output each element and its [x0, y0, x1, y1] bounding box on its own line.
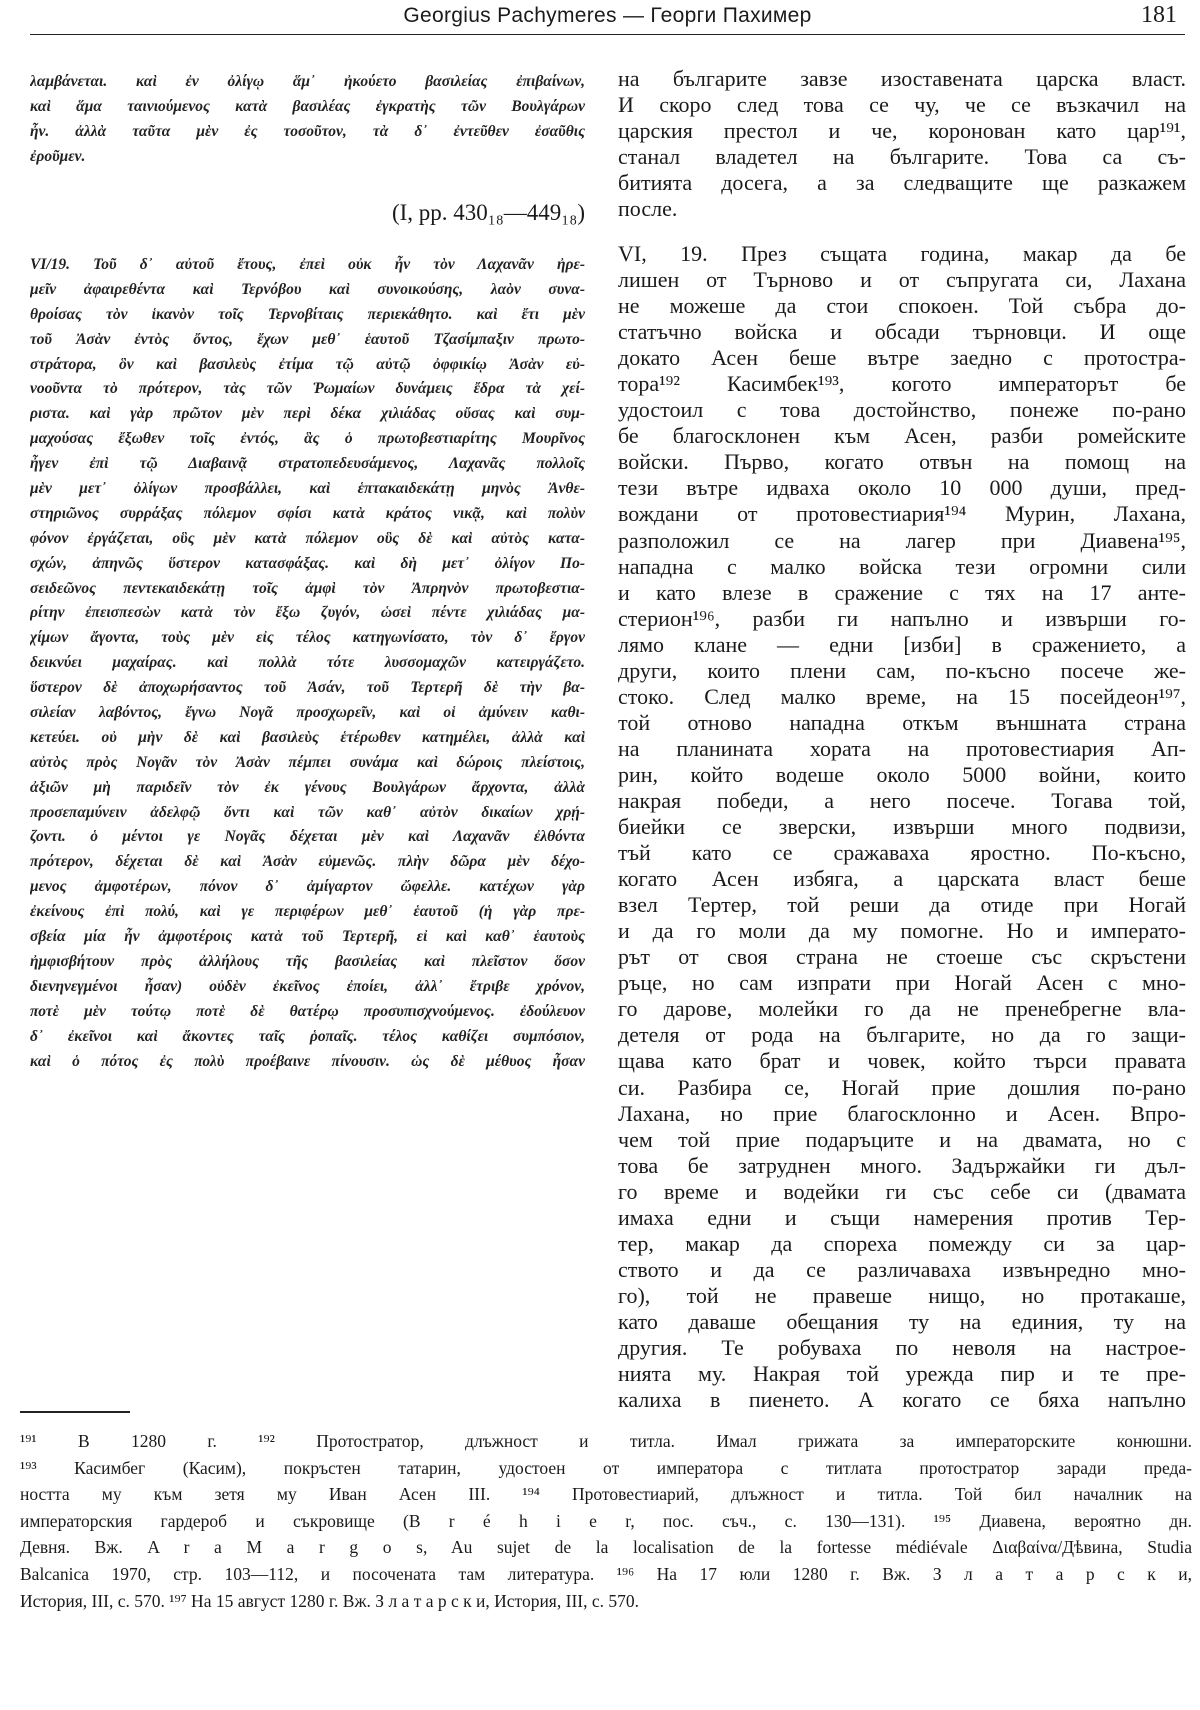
greek-text-block-2	[30, 253, 585, 1074]
text-line: той отново нападна откъм външната страна	[618, 709, 1186, 735]
text-line: ¹⁹³ Касимбег (Касим), покръстен татарин, удостоен от императора с титлата протостратор заради преда-	[20, 1457, 1192, 1478]
text-line: лямо клане — едни [изби] в сражението, а	[618, 631, 1186, 657]
page-number: 181	[1141, 2, 1177, 28]
running-header	[30, 0, 1185, 35]
text-line: детеля от рода на българите, но да го защи-	[618, 1022, 1186, 1048]
footnotes	[20, 1428, 1192, 1614]
text-line: ръце, но сам изпрати при Ногай Асен с мно-	[618, 970, 1186, 996]
text-line: μενος ἀμφοτέρων, πόνον δ᾿ ἀμίγαρτον ὤφελλε. κατέχων γὰρ	[30, 878, 585, 896]
text-line: διενηνεγμένοι ἦσαν) οὐδὲν ἐκεῖνος ἐποίει, ἀλλ᾿ ἔτριβε χρόνον,	[30, 977, 585, 995]
text-line: ἐροῦμεν.	[30, 147, 86, 165]
text-line: ζοντι. ὁ μέντοι γε Νογᾶς δέχεται μὲν καὶ Λαχανᾶν ἐλθόντα	[30, 828, 585, 846]
text-line: разположил се на лагер при Диавена¹⁹⁵,	[618, 527, 1186, 553]
text-line: ρίτην ἐπεισπεσὼν κατὰ τὸν ἔξω ζυγόν, ὡσεὶ πέντε χιλιάδας μα-	[30, 604, 585, 622]
text-line: Лахана, но прие благосклонно и Асен. Впро-	[618, 1100, 1186, 1126]
text-line: φόνον ἐργάζεται, οὓς μὲν κατὰ πόλεμον οὓς δὲ καὶ αὐτὸς κατα-	[30, 529, 585, 547]
text-line: тъй като се сражаваха яростно. По-късно,	[618, 840, 1186, 866]
text-line: μαχούσας ἔξωθεν τοῖς ἐντός, ἃς ὁ πρωτοβεστιαρίτης Μουρῖνος	[30, 430, 585, 448]
text-line: на планината хората на протовестиария Ап-	[618, 735, 1186, 761]
text-line: битията досега, а за следващите ще разкажем	[618, 170, 1186, 196]
text-line: θροίσας τὸν ἱκανὸν τοῖς Τερνοβίταις περιεκάθητο. καὶ ἔτι μὲν	[30, 305, 585, 323]
text-line: ἠμφισβήτουν πρὸς ἀλλήλους τῆς βασιλείας καὶ πλεῖστον ὅσον	[30, 952, 585, 970]
text-line: И скоро след това се чу, че се възкачил на	[618, 92, 1186, 118]
text-line: κετεύει. οὐ μὴν δὲ καὶ βασιλεὺς ἑτέρωθεν κατημέλει, ἀλλὰ καὶ	[30, 728, 585, 746]
running-title: Georgius Pachymeres — Георги Пахимер	[403, 4, 812, 27]
text-line: μεῖν ἀφαιρεθέντα καὶ Τερνόβου καὶ συνοικούσης, λαὸν συνα-	[30, 280, 585, 298]
text-line: Девня. Вж. A r a M a r g o s, Au sujet de la localisation de la fortesse médiévale Διαβαίνα/Дѣвина, Studia	[20, 1537, 1192, 1558]
text-line: станал владетел на българите. Това са съ-	[618, 144, 1186, 170]
text-line: накрая победи, а него посече. Тогава той,	[618, 787, 1186, 813]
text-line: λαμβάνεται. καὶ ἐν ὀλίγῳ ἅμ᾿ ἠκούετο βασιλείας ἐπιβαίνων,	[30, 73, 585, 90]
text-line: ἀξιῶν μὴ παριδεῖν τὸν ἐκ γένους Βουλγάρων ἄρχοντα, ἀλλὰ	[30, 778, 585, 796]
text-line: после.	[618, 196, 678, 222]
text-line: χίμων ἄγοντα, τοὺς μὲν εἰς τέλος κατηγωνίσατο, τὸν δ᾿ ἔργον	[30, 629, 585, 647]
text-line: αὐτὸς πρὸς Νογᾶν τὸν Ἀσὰν πέμπει συνάμα καὶ δώροις πλείστοις,	[30, 753, 585, 771]
text-line: μὲν μετ᾿ ὀλίγων προσβάλλει, καὶ ἑπτακαιδεκάτῃ μηνὸς Ἀνθε-	[30, 480, 585, 498]
text-line: тора¹⁹² Касимбек¹⁹³, когото императорът бе	[618, 371, 1186, 397]
text-line: νοοῦντα τὸ πρότερον, τὰς τῶν Ῥωμαίων δυνάμεις ἔδρα τὰ χεί-	[30, 380, 585, 398]
text-line: си. Разбира се, Ногай прие дошлия по-рано	[618, 1074, 1186, 1100]
text-line: биейки се зверски, извърши много подвизи,	[618, 814, 1186, 840]
text-line: взел Тертер, той реши да отиде при Ногай	[618, 892, 1186, 918]
text-line: Balcanica 1970, стр. 103—112, и посочената там литература. ¹⁹⁶ На 17 юли 1280 г. Вж. З л а т а р с к и,	[20, 1563, 1192, 1584]
text-line: войски. Първо, когато отвън на помощ на	[618, 449, 1186, 475]
text-line: καὶ ἅμα ταινιούμενος κατὰ βασιλέας ἐγκρατὴς τῶν Βουλγάρων	[30, 97, 585, 115]
text-line: и да го моли да му помогне. Но и императо-	[618, 918, 1186, 944]
text-line: чем той прие подаръците и на двамата, но с	[618, 1126, 1186, 1152]
text-line: ποτὲ μὲν τούτῳ ποτὲ δὲ θατέρῳ προσυπισχνούμενος. ἐδούλευον	[30, 1002, 585, 1020]
text-line: δ᾿ ἐκεῖνοι καὶ ἄκοντες ταῖς ῥοπαῖς. τέλος καθίζει συμπόσιον,	[30, 1027, 585, 1045]
greek-text-block-1	[30, 70, 585, 170]
text-line: προσεπαμύνειν ἀδελφῷ ὄντι καὶ τῶν καθ᾿ αὐτὸν δικαίων χρῄ-	[30, 803, 585, 821]
text-line: σχών, ἀπηνῶς ὕστερον κατασφάξας. καὶ δὴ μετ᾿ ὀλίγον Πο-	[30, 554, 585, 572]
text-line: лишен от Търново и от съпругата си, Лахана	[618, 267, 1186, 293]
text-line: докато Асен беше вътре заедно с протостра-	[618, 345, 1186, 371]
text-line: статъчно войска и обсади търновци. И още	[618, 319, 1186, 345]
text-line: τοῦ Ἀσὰν ἐντὸς ὄντος, ἔχων μεθ᾿ ἑαυτοῦ Τζασίμπαξιν πρωτο-	[30, 330, 585, 348]
bulgarian-text-block-1	[618, 66, 1186, 222]
text-line: царския престол и че, коронован като цар¹⁹¹,	[618, 118, 1186, 144]
text-line: го време и водейки ги със себе си (двамата	[618, 1178, 1186, 1204]
text-line: ¹⁹¹ В 1280 г. ¹⁹² Протостратор, длъжност и титла. Имал грижата за императорските конюшни.	[20, 1431, 1192, 1451]
text-line: σιλείαν λαβόντος, ἔγνω Νογᾶ προσχωρεῖν, καὶ οἱ ἀμύνειν καθι-	[30, 704, 585, 722]
text-line: нападна с малко войска тези огромни сили	[618, 553, 1186, 579]
text-line: ὕστερον δὲ ἀποχωρήσαντος τοῦ Ἀσάν, τοῦ Τερτερῆ δὲ τὴν βα-	[30, 679, 585, 697]
text-line: рът от своя страна не стоеше със скръстени	[618, 944, 1186, 970]
text-line: не можеше да стои спокоен. Той събра до-	[618, 293, 1186, 319]
text-line: История, III, с. 570. ¹⁹⁷ На 15 август 1280 г. Вж. З л а т а р с к и, История, III, с. 570.	[20, 1590, 639, 1611]
text-line: стоко. След малко време, на 15 посейдеон¹⁹⁷,	[618, 683, 1186, 709]
text-line: σβεία μία ἦν ἀμφοτέροις κατὰ τοῦ Τερτερῆ, εἰ καὶ καθ᾿ ἑαυτοὺς	[30, 928, 585, 946]
text-line: и като влезе в сражение с тях на 17 анте-	[618, 579, 1186, 605]
text-line: ността му към зетя му Иван Асен III. ¹⁹⁴ Протовестиарий, длъжност и титла. Той бил началник на	[20, 1484, 1192, 1505]
bulgarian-text-block-2	[618, 241, 1186, 1413]
text-line: ἦν. ἀλλὰ ταῦτα μὲν ἐς τοσοῦτον, τὰ δ᾿ ἐντεῦθεν ἐσαῦθις	[30, 122, 585, 140]
text-line: го), той не правеше нищо, но протакаше,	[618, 1282, 1186, 1308]
text-line: стерион¹⁹⁶, разби ги напълно и извърши го-	[618, 605, 1186, 631]
text-line: VI/19. Τοῦ δ᾿ αὐτοῦ ἔτους, ἐπεὶ οὐκ ἦν τὸν Λαχανᾶν ἠρε-	[30, 256, 585, 273]
text-line: καὶ ὁ πότος ἐς πολὺ προέβαινε πίνουσιν. ὡς δὲ μέθυος ἦσαν	[30, 1052, 585, 1070]
text-line: ἦγεν ἐπὶ τῷ Διαβαινᾷ στρατοπεδευσάμενος, Λαχανᾶς πολλοῖς	[30, 455, 585, 473]
text-line: στράτορα, ὃν καὶ βασιλεὺς ἐτίμα τῷ αὐτῷ ὀφφικίῳ Ἀσὰν εὐ-	[30, 355, 585, 373]
text-line: тер, макар да спореха помежду си за цар-	[618, 1230, 1186, 1256]
source-citation: (I, pp. 430₁₈—449₁₈)	[391, 200, 585, 225]
text-line: на българите завзе изоставената царска власт.	[618, 66, 1186, 91]
text-line: ριστα. καὶ γὰρ πρῶτον μὲν περὶ δέκα χιλιάδας οὔσας καὶ συμ-	[30, 405, 585, 423]
text-line: ството и да се различаваха извънредно мно-	[618, 1256, 1186, 1282]
text-line: го дарове, молейки го да не пренебрегне вла-	[618, 996, 1186, 1022]
text-line: калиха в пиенето. А когато се бяха напълно	[618, 1387, 1186, 1413]
text-line: бе благосклонен към Асен, разби ромейските	[618, 423, 1186, 449]
text-line: когато Асен избяга, а царската власт беше	[618, 866, 1186, 892]
text-line: πρότερον, δέχεται δὲ καὶ Ἀσὰν εὐμενῶς. πλὴν δῶρα μὲν δέχο-	[30, 853, 585, 871]
text-line: като даваше обещания ту на единия, ту на	[618, 1308, 1186, 1334]
text-line: σειδεῶνος πεντεκαιδεκάτῃ τοῖς ἀμφὶ τὸν Ἀπρηνὸν πρωτοβεστια-	[30, 579, 585, 597]
text-line: тези вътре идваха около 10 000 души, пред-	[618, 475, 1186, 501]
text-line: императорския гардероб и съкровище (B r é h i e r, пос. съч., с. 130—131). ¹⁹⁵ Диавена, вероятно дн.	[20, 1510, 1192, 1531]
text-line: имаха едни и същи намерения против Тер-	[618, 1204, 1186, 1230]
text-line: други, които плени сам, по-късно посече же-	[618, 657, 1186, 683]
text-line: щава като брат и човек, който търси правата	[618, 1048, 1186, 1074]
text-line: удостоил с това достойнство, понеже по-рано	[618, 397, 1186, 423]
text-line: δεικνύει μαχαίρας. καὶ πολλὰ τότε λυσσομαχῶν κατειργάζετο.	[30, 654, 585, 672]
text-line: στηριῶνος συρράξας πόλεμον σφίσι κατὰ κράτος νικᾷ, καὶ πολὺν	[30, 504, 585, 522]
text-line: ἐκείνους ἐπὶ πολύ, καὶ γε περιφέρων μεθ᾿ ἑαυτοῦ (ἡ γὰρ πρε-	[30, 903, 585, 921]
text-line: рин, който водеше около 5000 войни, които	[618, 761, 1186, 787]
text-line: това бе затруднен много. Задържайки ги дъл-	[618, 1152, 1186, 1178]
footnote-divider	[20, 1411, 130, 1413]
text-line: другия. Те робуваха по неволя на настрое-	[618, 1334, 1186, 1360]
text-line: VI, 19. През същата година, макар да бе	[618, 241, 1186, 266]
text-line: нията му. Накрая той урежда пир и те пре-	[618, 1361, 1186, 1387]
text-line: вождани от протовестиария¹⁹⁴ Мурин, Лахана,	[618, 501, 1186, 527]
